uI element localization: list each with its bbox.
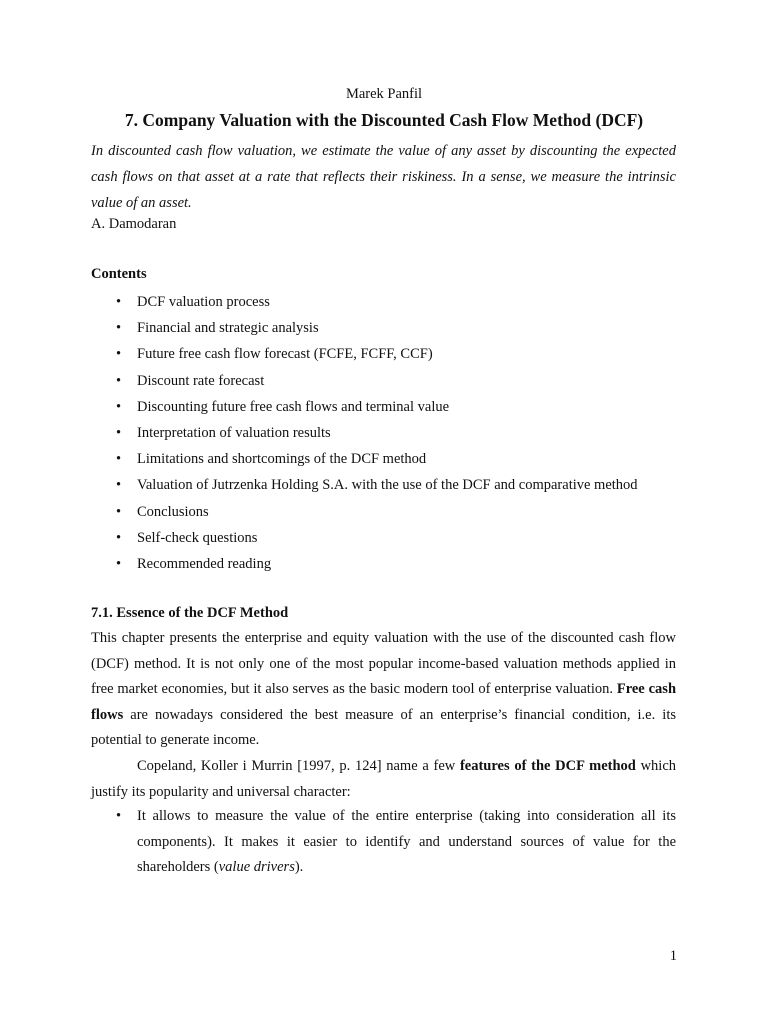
body-paragraph bbox=[91, 754, 676, 805]
contents-item: • DCF valuation process bbox=[91, 289, 638, 315]
contents-item: • Self-check questions bbox=[91, 525, 638, 551]
author-name: Marek Panfil bbox=[345, 86, 423, 102]
contents-heading: Contents bbox=[91, 266, 147, 282]
paragraph-text: ). bbox=[294, 859, 304, 875]
feature-item bbox=[91, 804, 676, 881]
section-heading: 7.1. Essence of the DCF Method bbox=[91, 605, 289, 621]
contents-item: • Conclusions bbox=[91, 499, 638, 525]
body-paragraph bbox=[91, 626, 676, 754]
paragraph-text: Copeland, Koller i Murrin [1997, p. 124] name a few bbox=[137, 758, 460, 774]
contents-item: • Discount rate forecast bbox=[91, 368, 638, 394]
paragraph-text: are nowadays considered the best measure of an enterprise’s financial condition, i.e. its potential to generate income. bbox=[91, 706, 676, 748]
contents-item: • Limitations and shortcomings of the DCF method bbox=[91, 446, 638, 472]
contents-item: • Future free cash flow forecast (FCFE, FCFF, CCF) bbox=[91, 341, 638, 367]
contents-list bbox=[91, 289, 638, 577]
italic-term: value drivers bbox=[218, 859, 295, 875]
paragraph-text: This chapter presents the enterprise and equity valuation with the use of the discounted cash flow (DCF) method. It is not only one of the most popular income-based valuation methods applied in free market economies, but it also serves as the basic modern tool of enterprise valuation. bbox=[91, 630, 676, 697]
page-number: 1 bbox=[669, 948, 677, 964]
bold-term: features of the DCF method bbox=[459, 758, 636, 774]
epigraph-quote: In discounted cash flow valuation, we estimate the value of any asset by discounting the expected cash flows on that asset at a rate that reflects their riskiness. In a sense, we measure the intrinsic value of an asset. bbox=[91, 143, 676, 211]
contents-item: • Discounting future free cash flows and terminal value bbox=[91, 394, 638, 420]
paragraph-text: It allows to measure the value of the entire enterprise (taking into consideration all its components). It makes it easier to identify and understand sources of value for the shareholders ( bbox=[137, 808, 676, 875]
bold-term: Free cash flows bbox=[91, 681, 677, 723]
contents-item: • Valuation of Jutrzenka Holding S.A. with the use of the DCF and comparative method bbox=[91, 472, 638, 498]
chapter-title: 7. Company Valuation with the Discounted Cash Flow Method (DCF) bbox=[124, 110, 644, 130]
contents-item: • Interpretation of valuation results bbox=[91, 420, 638, 446]
paragraph-text: which justify its popularity and universal character: bbox=[91, 758, 677, 800]
contents-item: • Financial and strategic analysis bbox=[91, 315, 638, 341]
contents-item: • Recommended reading bbox=[91, 551, 638, 577]
epigraph-attribution: A. Damodaran bbox=[91, 216, 177, 232]
feature-list bbox=[91, 804, 676, 881]
